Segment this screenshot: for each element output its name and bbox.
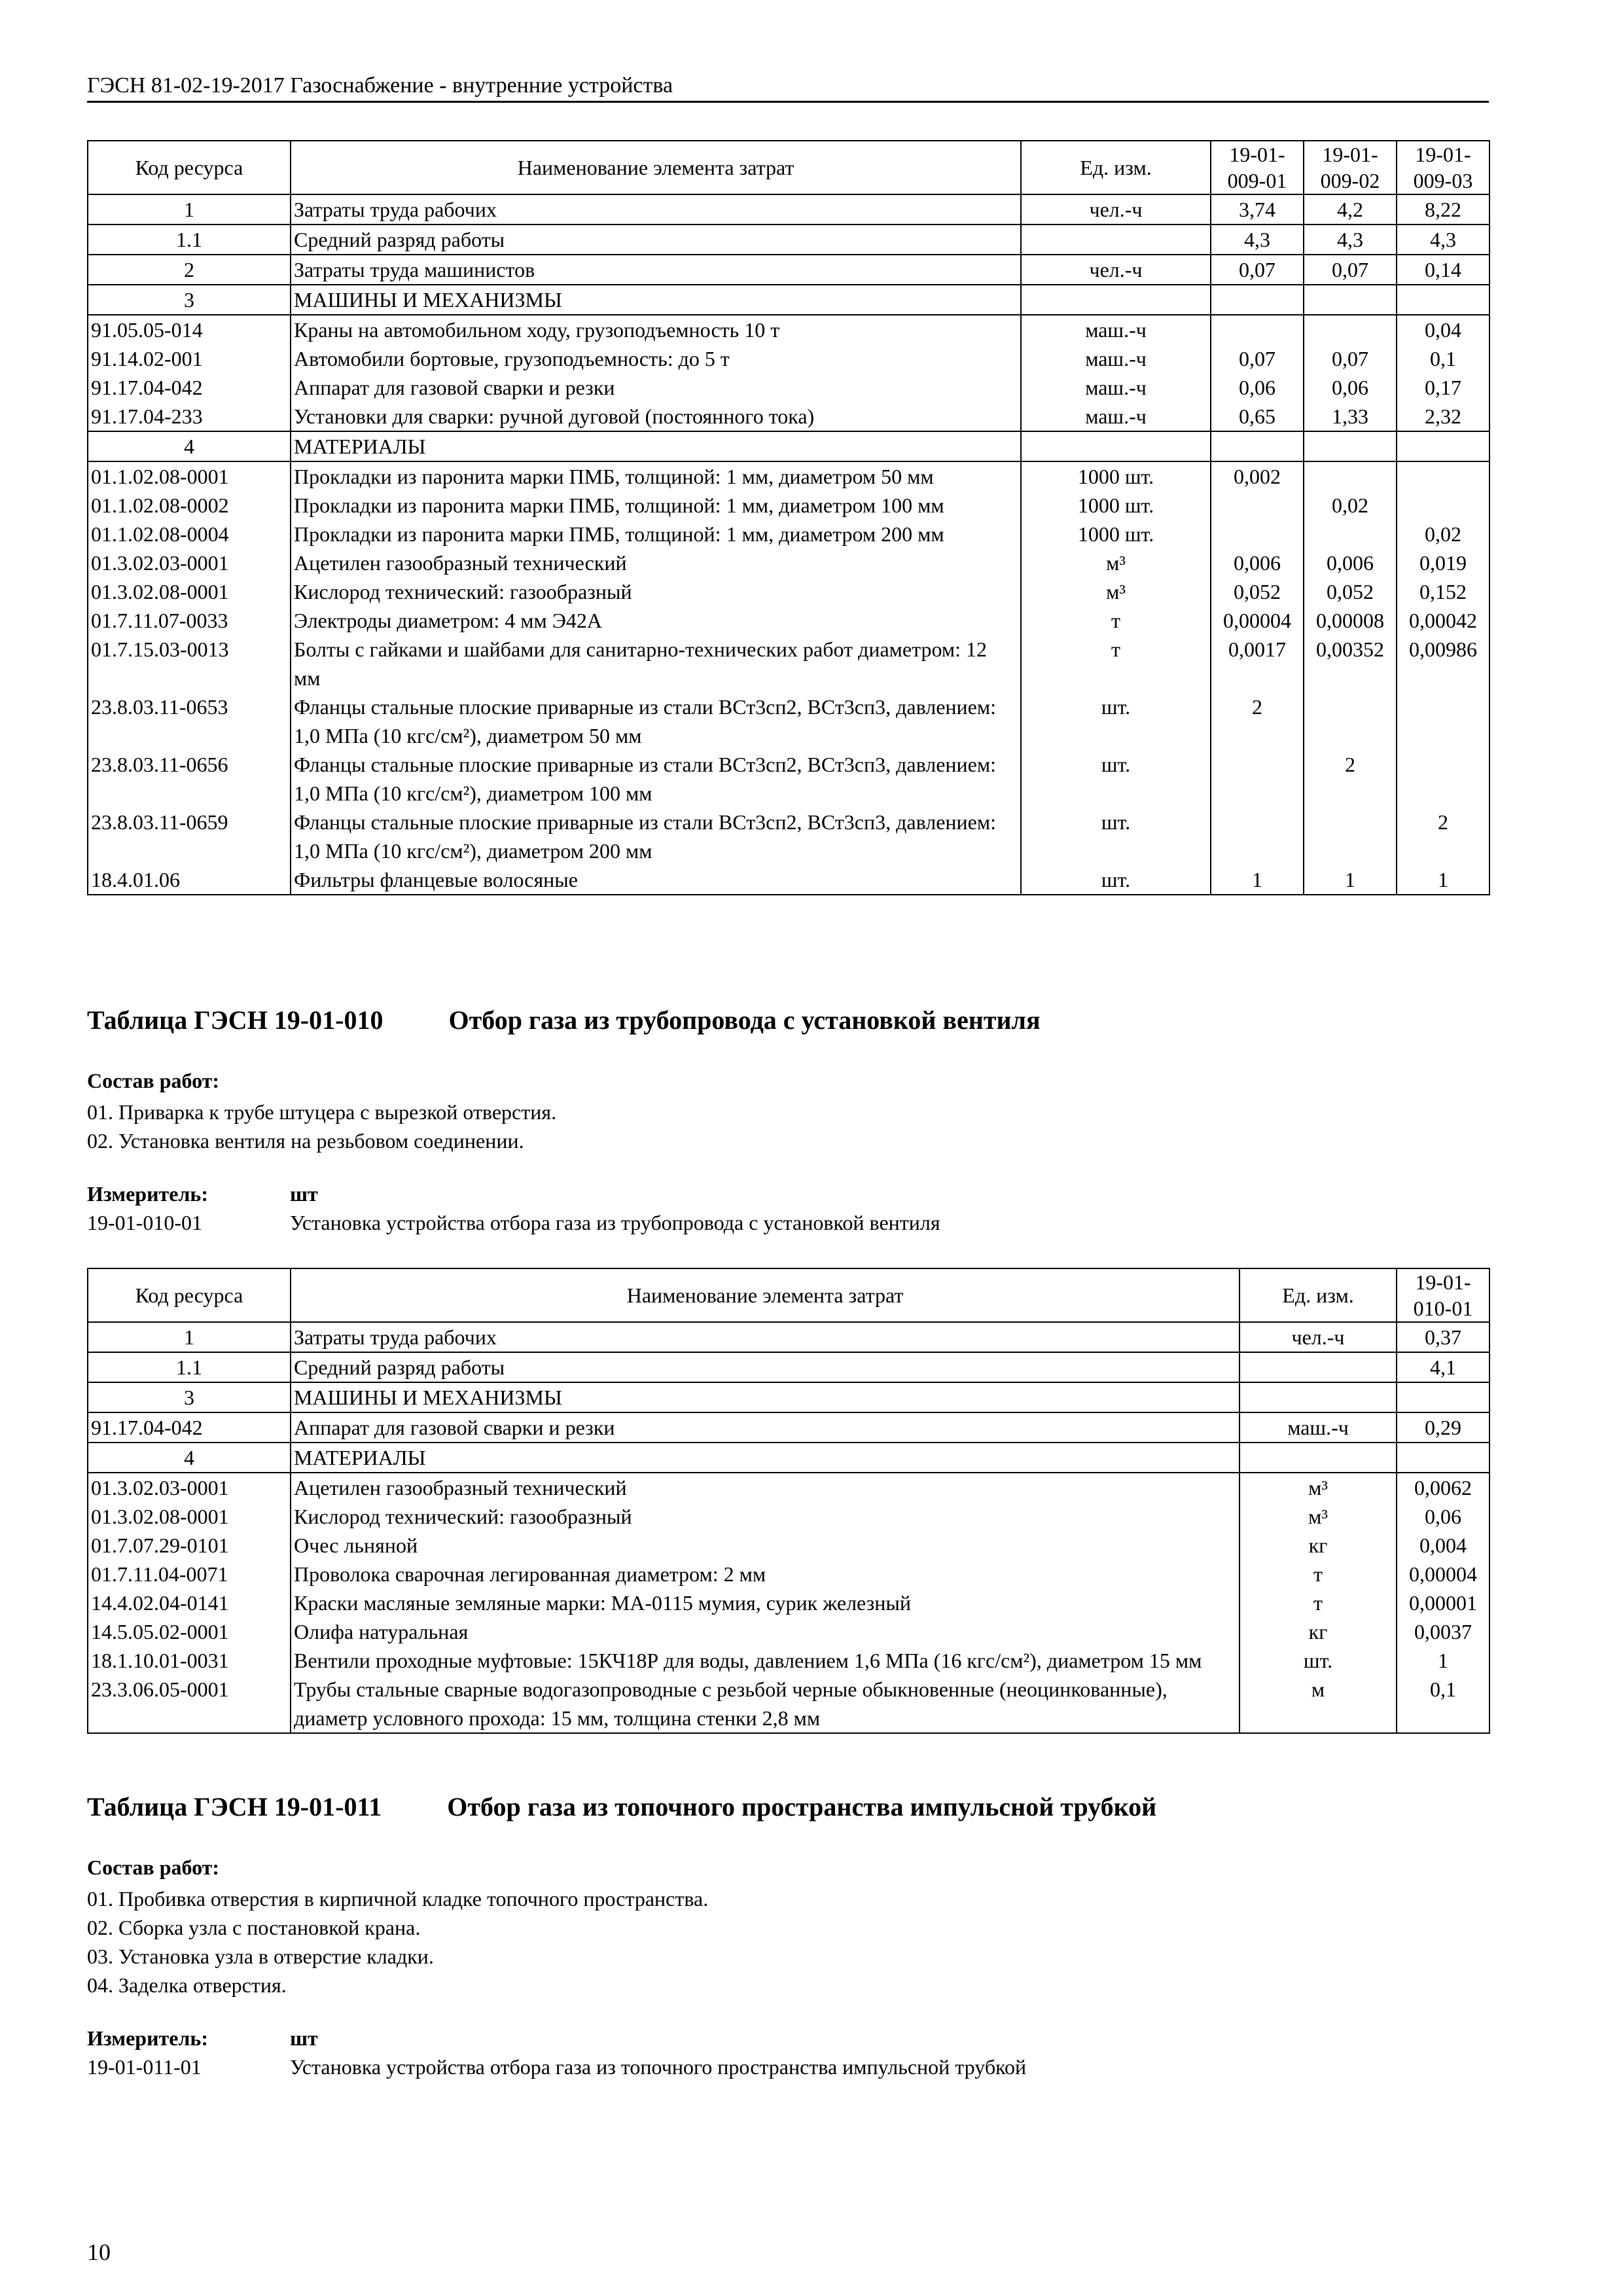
table-title-text: Отбор газа из топочного пространства импульсной трубкой [447,1792,1157,1821]
resource-unit: маш.-ч [1021,315,1211,344]
resource-name: Ацетилен газообразный технический [291,1473,1240,1502]
table-row [88,692,1489,750]
resource-unit: кг [1240,1531,1397,1560]
resource-value: 0,00008 [1304,606,1397,635]
resource-code: 91.17.04-042 [88,1412,291,1443]
resource-value: 0,152 [1397,577,1489,606]
resource-value [1211,750,1304,808]
resource-name: Фланцы стальные плоские приварные из стали ВСт3сп2, ВСт3сп3, давлением: 1,0 МПа (10 кгс/см²), диаметром 200 мм [291,808,1021,865]
resource-name: Фильтры фланцевые волосяные [291,865,1021,895]
resource-value: 0,052 [1211,577,1304,606]
resource-value [1211,315,1304,344]
resource-code: 01.7.11.07-0033 [88,606,291,635]
works-list [87,1098,556,1155]
resource-code: 91.14.02-001 [88,344,291,373]
resource-value [1211,808,1304,865]
resource-code: 01.1.02.08-0001 [88,461,291,491]
table-row [88,808,1489,865]
column-header: Наименование элемента затрат [291,141,1021,194]
works-item: 02. Сборка узла с постановкой крана. [87,1916,421,1939]
resource-value: 3,74 [1211,194,1304,224]
resource-unit: т [1021,606,1211,635]
resource-value: 0,019 [1397,548,1489,577]
column-header: Ед. изм. [1021,141,1211,194]
table-row [88,491,1489,520]
resource-unit: шт. [1021,692,1211,750]
resource-code: 18.4.01.06 [88,865,291,895]
column-header: Код ресурса [88,141,291,194]
resource-code: 01.7.15.03-0013 [88,635,291,692]
resource-value: 0,0037 [1397,1617,1489,1646]
table-row [88,431,1489,461]
table-row [88,1473,1489,1502]
resource-unit: т [1021,635,1211,692]
table-row [88,461,1489,491]
resource-value: 1 [1304,865,1397,895]
resource-unit [1021,224,1211,255]
resource-name: Кислород технический: газообразный [291,1502,1240,1531]
table-row [88,344,1489,373]
resource-code: 4 [88,431,291,461]
works-list [87,1884,708,2000]
resource-value [1397,750,1489,808]
resource-name: Болты с гайками и шайбами для санитарно-технических работ диаметром: 12 мм [291,635,1021,692]
resource-code: 01.3.02.08-0001 [88,577,291,606]
table-row [88,1588,1489,1617]
resource-name: Средний разряд работы [291,224,1021,255]
resource-value: 0,07 [1304,344,1397,373]
resource-table-19-01-009 [87,140,1490,895]
resource-value: 2 [1211,692,1304,750]
table-row [88,373,1489,402]
resource-value: 4,3 [1397,224,1489,255]
table-row [88,635,1489,692]
page-number: 10 [87,2239,111,2265]
resource-value: 0,006 [1211,548,1304,577]
resource-value: 0,02 [1304,491,1397,520]
table-row [88,255,1489,285]
resource-name: Электроды диаметром: 4 мм Э42А [291,606,1021,635]
item-description: Установка устройства отбора газа из топочного пространства импульсной трубкой [290,2055,1027,2079]
resource-value: 0,0017 [1211,635,1304,692]
table-row [88,1617,1489,1646]
resource-code: 3 [88,285,291,315]
resource-unit: кг [1240,1617,1397,1646]
resource-unit: м³ [1240,1473,1397,1502]
resource-unit [1021,285,1211,315]
resource-name: Средний разряд работы [291,1352,1240,1382]
table-header-row [88,141,1489,194]
resource-code: 1.1 [88,1352,291,1382]
table-row [88,1352,1489,1382]
resource-unit: шт. [1021,808,1211,865]
resource-unit: маш.-ч [1021,344,1211,373]
resource-value: 0,14 [1397,255,1489,285]
resource-code: 1 [88,1322,291,1352]
table-row [88,315,1489,344]
table-header-row [88,1268,1489,1322]
resource-value [1304,315,1397,344]
resource-value [1397,1382,1489,1412]
resource-name: Прокладки из паронита марки ПМБ, толщиной: 1 мм, диаметром 100 мм [291,491,1021,520]
resource-code: 23.3.06.05-0001 [88,1675,291,1733]
resource-value: 4,3 [1304,224,1397,255]
resource-code: 01.1.02.08-0002 [88,491,291,520]
table-row [88,1646,1489,1675]
resource-value [1304,431,1397,461]
resource-value: 0,002 [1211,461,1304,491]
resource-name: Краны на автомобильном ходу, грузоподъемность 10 т [291,315,1021,344]
resource-value: 0,65 [1211,402,1304,431]
resource-code: 23.8.03.11-0656 [88,750,291,808]
resource-unit [1021,431,1211,461]
resource-name: Аппарат для газовой сварки и резки [291,373,1021,402]
column-header: 19-01- 009-03 [1397,141,1489,194]
resource-code: 4 [88,1443,291,1473]
resource-unit: м [1240,1675,1397,1733]
resource-unit [1240,1443,1397,1473]
resource-code: 91.05.05-014 [88,315,291,344]
resource-unit: маш.-ч [1021,402,1211,431]
resource-value [1211,285,1304,315]
resource-value [1304,808,1397,865]
resource-value [1211,431,1304,461]
table-row [88,1443,1489,1473]
resource-code: 01.3.02.03-0001 [88,1473,291,1502]
resource-unit: м³ [1240,1502,1397,1531]
table-row [88,606,1489,635]
resource-value [1304,285,1397,315]
resource-value: 0,00986 [1397,635,1489,692]
resource-table-19-01-010 [87,1268,1490,1734]
resource-unit: м³ [1021,548,1211,577]
works-item: 01. Приварка к трубе штуцера с вырезкой отверстия. [87,1100,557,1124]
column-header: 19-01- 009-02 [1304,141,1397,194]
resource-value: 0,04 [1397,315,1489,344]
resource-value: 1 [1397,1646,1489,1675]
resource-unit: шт. [1021,865,1211,895]
table-row [88,194,1489,224]
resource-unit: маш.-ч [1240,1412,1397,1443]
resource-code: 18.1.10.01-0031 [88,1646,291,1675]
resource-value [1397,692,1489,750]
resource-code: 91.17.04-233 [88,402,291,431]
resource-value: 4,2 [1304,194,1397,224]
resource-name: Автомобили бортовые, грузоподъемность: до 5 т [291,344,1021,373]
resource-name: Прокладки из паронита марки ПМБ, толщиной: 1 мм, диаметром 50 мм [291,461,1021,491]
meter-label: Измеритель: [87,1182,208,1206]
column-header: Ед. изм. [1240,1268,1397,1322]
resource-value: 0,1 [1397,344,1489,373]
resource-value [1211,520,1304,548]
resource-value: 0,0062 [1397,1473,1489,1502]
resource-value: 0,00004 [1211,606,1304,635]
resource-unit [1240,1352,1397,1382]
item-code: 19-01-010-01 [87,1211,202,1234]
resource-name: Затраты труда машинистов [291,255,1021,285]
resource-unit: 1000 шт. [1021,461,1211,491]
resource-code: 14.5.05.02-0001 [88,1617,291,1646]
resource-value: 0,006 [1304,548,1397,577]
resource-name: МАТЕРИАЛЫ [291,1443,1240,1473]
resource-unit: 1000 шт. [1021,491,1211,520]
item-description: Установка устройства отбора газа из трубопровода с установкой вентиля [290,1211,940,1234]
resource-value: 4,1 [1397,1352,1489,1382]
resource-name: МАШИНЫ И МЕХАНИЗМЫ [291,1382,1240,1412]
resource-unit: маш.-ч [1021,373,1211,402]
resource-value: 0,37 [1397,1322,1489,1352]
resource-unit [1240,1382,1397,1412]
resource-value: 2 [1397,808,1489,865]
resource-value [1397,285,1489,315]
meter-value: шт [290,2026,318,2050]
resource-code: 01.7.07.29-0101 [88,1531,291,1560]
resource-code: 01.7.11.04-0071 [88,1560,291,1588]
works-item: 02. Установка вентиля на резьбовом соединении. [87,1129,524,1153]
resource-value: 2 [1304,750,1397,808]
resource-unit: т [1240,1588,1397,1617]
resource-unit: 1000 шт. [1021,520,1211,548]
resource-value: 0,17 [1397,373,1489,402]
resource-value: 2,32 [1397,402,1489,431]
resource-name: Затраты труда рабочих [291,194,1021,224]
table-title-text: Отбор газа из трубопровода с установкой вентиля [448,1005,1041,1035]
resource-name: Установки для сварки: ручной дуговой (постоянного тока) [291,402,1021,431]
resource-name: Ацетилен газообразный технический [291,548,1021,577]
table-row [88,1502,1489,1531]
table-title-19-01-010 [87,1005,1041,1035]
table-row [88,1560,1489,1588]
meter-label: Измеритель: [87,2026,208,2050]
table-row [88,1531,1489,1560]
resource-code: 01.1.02.08-0004 [88,520,291,548]
resource-code: 91.17.04-042 [88,373,291,402]
resource-unit: м³ [1021,577,1211,606]
resource-value: 0,07 [1211,255,1304,285]
resource-name: Аппарат для газовой сварки и резки [291,1412,1240,1443]
column-header: 19-01- 009-01 [1211,141,1304,194]
table-row [88,1322,1489,1352]
resource-name: Фланцы стальные плоские приварные из стали ВСт3сп2, ВСт3сп3, давлением: 1,0 МПа (10 кгс/см²), диаметром 100 мм [291,750,1021,808]
resource-value: 0,02 [1397,520,1489,548]
resource-value: 0,00042 [1397,606,1489,635]
table-row [88,520,1489,548]
item-code: 19-01-011-01 [87,2055,202,2079]
table-title-19-01-011 [87,1791,1156,1822]
meter-value: шт [290,1182,318,1206]
resource-value [1304,461,1397,491]
resource-value [1397,491,1489,520]
resource-code: 01.3.02.03-0001 [88,548,291,577]
works-item: 04. Заделка отверстия. [87,1973,287,1997]
resource-code: 1.1 [88,224,291,255]
resource-name: Кислород технический: газообразный [291,577,1021,606]
works-label: Состав работ: [87,1069,220,1092]
resource-unit: чел.-ч [1240,1322,1397,1352]
resource-value: 0,06 [1397,1502,1489,1531]
resource-value: 1 [1211,865,1304,895]
resource-value: 8,22 [1397,194,1489,224]
table-row [88,285,1489,315]
resource-value: 0,00352 [1304,635,1397,692]
column-header: Код ресурса [88,1268,291,1322]
table-title-code: Таблица ГЭСН 19-01-011 [87,1792,382,1821]
table-row [88,1382,1489,1412]
resource-name: Затраты труда рабочих [291,1322,1240,1352]
resource-value: 0,00001 [1397,1588,1489,1617]
resource-name: Олифа натуральная [291,1617,1240,1646]
resource-name: МАТЕРИАЛЫ [291,431,1021,461]
resource-value: 1,33 [1304,402,1397,431]
table-title-code: Таблица ГЭСН 19-01-010 [87,1005,383,1035]
resource-code: 1 [88,194,291,224]
resource-value [1211,491,1304,520]
page-header: ГЭСН 81-02-19-2017 Газоснабжение - внутренние устройства [87,73,1489,103]
resource-value [1397,1443,1489,1473]
resource-value: 1 [1397,865,1489,895]
resource-value: 0,07 [1304,255,1397,285]
table-row [88,548,1489,577]
resource-name: Трубы стальные сварные водогазопроводные с резьбой черные обыкновенные (неоцинкованные), диаметр условного прохода: 15 мм, толщина стенки 2,8 мм [291,1675,1240,1733]
table-row [88,577,1489,606]
table-row [88,224,1489,255]
resource-name: Проволока сварочная легированная диаметром: 2 мм [291,1560,1240,1588]
resource-code: 3 [88,1382,291,1412]
resource-value: 0,004 [1397,1531,1489,1560]
resource-value [1397,461,1489,491]
resource-unit: т [1240,1560,1397,1588]
resource-value: 0,07 [1211,344,1304,373]
resource-name: Фланцы стальные плоские приварные из стали ВСт3сп2, ВСт3сп3, давлением: 1,0 МПа (10 кгс/см²), диаметром 50 мм [291,692,1021,750]
resource-code: 23.8.03.11-0653 [88,692,291,750]
resource-unit: чел.-ч [1021,194,1211,224]
resource-value: 0,00004 [1397,1560,1489,1588]
resource-value [1397,431,1489,461]
resource-value [1304,692,1397,750]
resource-code: 23.8.03.11-0659 [88,808,291,865]
resource-name: Очес льняной [291,1531,1240,1560]
resource-code: 2 [88,255,291,285]
resource-name: Прокладки из паронита марки ПМБ, толщиной: 1 мм, диаметром 200 мм [291,520,1021,548]
resource-name: Краски масляные земляные марки: МА-0115 мумия, сурик железный [291,1588,1240,1617]
works-label: Состав работ: [87,1856,220,1879]
resource-value: 0,29 [1397,1412,1489,1443]
works-item: 03. Установка узла в отверстие кладки. [87,1945,434,1968]
resource-unit: шт. [1240,1646,1397,1675]
resource-value: 0,06 [1304,373,1397,402]
column-header: 19-01- 010-01 [1397,1268,1489,1322]
resource-code: 14.4.02.04-0141 [88,1588,291,1617]
table-row [88,1675,1489,1733]
resource-name: МАШИНЫ И МЕХАНИЗМЫ [291,285,1021,315]
resource-value [1304,520,1397,548]
resource-code: 01.3.02.08-0001 [88,1502,291,1531]
resource-unit: шт. [1021,750,1211,808]
column-header: Наименование элемента затрат [291,1268,1240,1322]
works-item: 01. Пробивка отверстия в кирпичной кладке топочного пространства. [87,1887,709,1910]
table-row [88,1412,1489,1443]
resource-value: 0,06 [1211,373,1304,402]
resource-value: 4,3 [1211,224,1304,255]
resource-unit: чел.-ч [1021,255,1211,285]
resource-value: 0,1 [1397,1675,1489,1733]
resource-value: 0,052 [1304,577,1397,606]
table-row [88,750,1489,808]
resource-name: Вентили проходные муфтовые: 15КЧ18Р для воды, давлением 1,6 МПа (16 кгс/см²), диаметром 15 мм [291,1646,1240,1675]
table-row [88,865,1489,895]
table-row [88,402,1489,431]
